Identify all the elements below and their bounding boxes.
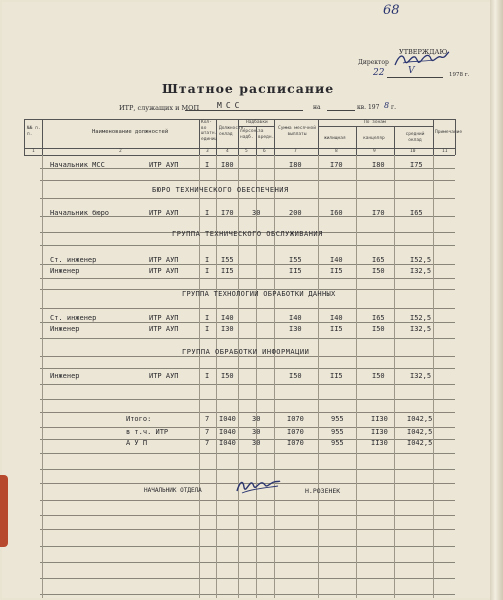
row-total: I30 [289,325,302,333]
totals-zone3: I042,5 [407,415,433,423]
subtitle-prefix: ИТР, служащих и МОП [119,104,200,112]
approval-month: V [408,66,415,76]
row-zone1: II5 [330,372,343,380]
approval-year: 1978 г. [449,72,470,78]
totals-salary: I040 [219,415,236,423]
header-position: Наименование должностей [92,129,169,135]
row-position: Ст. инженер [50,256,97,264]
colnum: 9 [373,149,376,154]
section-heading: ГРУППА ТЕХНОЛОГИИ ОБРАБОТКИ ДАННЫХ [182,290,336,298]
row-category: ИТР АУП [149,209,179,217]
row-zone2: I70 [372,209,385,217]
totals-extra: 30 [252,415,261,423]
header-extra: Надбавки [246,120,268,125]
row-position: Инженер [50,372,80,380]
totals-zone1: 955 [331,415,344,423]
row-position: Инженер [50,267,80,275]
row-total: II5 [289,267,302,275]
row-zone3: I65 [410,209,423,217]
approval-position: Директор [358,59,389,66]
row-zone3: I32,5 [410,325,432,333]
row-zone3: I52,5 [410,256,432,264]
subtitle-period: кв. 197 [357,104,380,111]
row-zone2: I50 [372,267,385,275]
colnum: 2 [119,149,122,154]
totals-zone3: I042,5 [407,439,433,447]
row-salary: I80 [221,161,234,169]
row-position: Начальник бюро [50,209,110,217]
totals-total: I070 [287,439,304,447]
row-category: ИТР АУП [149,314,179,322]
colnum: 11 [442,149,448,154]
colnum: 8 [335,149,338,154]
row-category: ИТР АУП [149,325,179,333]
row-salary: I30 [221,325,234,333]
director-signature [393,49,451,71]
header-zone1: жилищная [324,136,346,141]
row-zone1: I70 [330,161,343,169]
subtitle-org: МСС [217,101,244,110]
row-zone3: I75 [410,161,423,169]
row-count: I [205,314,210,322]
row-count: I [205,161,210,169]
row-count: I [205,325,210,333]
document-title: Штатное расписание [162,81,335,96]
row-extra: 30 [252,209,261,217]
totals-extra: 30 [252,439,261,447]
totals-zone2: II30 [371,415,388,423]
header-count: Кол-во штатн. единиц [201,120,218,142]
colnum: 4 [226,149,229,154]
totals-count: 7 [205,428,210,436]
section-heading: ГРУППА ОБРАБОТКИ ИНФОРМАЦИИ [182,348,310,356]
header-zone3: средний оклад [405,132,425,143]
row-zone3: I52,5 [410,314,432,322]
row-salary: I70 [221,209,234,217]
row-zone1: II5 [330,267,343,275]
totals-zone2: II30 [371,439,388,447]
colnum: 10 [410,149,416,154]
signature-scribble [234,477,282,497]
page-edge [490,0,503,600]
row-zone2: I80 [372,161,385,169]
row-zone2: I65 [372,256,385,264]
subtitle-on: на [313,104,321,111]
section-heading: ГРУППА ТЕХНИЧЕСКОГО ОБСЛУЖИВАНИЯ [172,230,323,238]
document-page [2,2,491,598]
totals-salary: I040 [219,439,236,447]
row-category: ИТР АУП [149,267,179,275]
colnum: 5 [245,149,248,154]
colnum: 7 [294,149,297,154]
row-position: Начальник МСС [50,161,105,169]
totals-count: 7 [205,415,210,423]
header-zone2: канцеляр [363,136,385,141]
row-zone1: I40 [330,256,343,264]
totals-extra: 30 [252,428,261,436]
totals-label: в т.ч. ИТР [126,428,169,436]
header-salary: Должностн. оклад [219,126,247,137]
approval-date-line [387,77,443,78]
row-zone3: I32,5 [410,372,432,380]
totals-zone1: 955 [331,439,344,447]
row-salary: II5 [221,267,234,275]
signature-name: Н.РОЗЕНЕК [305,487,341,495]
totals-total: I070 [287,415,304,423]
row-total: I80 [289,161,302,169]
row-zone1: I40 [330,314,343,322]
row-zone1: II5 [330,325,343,333]
quarter-line [327,110,355,111]
row-total: I50 [289,372,302,380]
binder-clip [0,475,8,547]
header-total: Сумма месячной выплаты [278,126,316,137]
row-count: I [205,209,210,217]
row-count: I [205,267,210,275]
row-zone1: I60 [330,209,343,217]
totals-salary: I040 [219,428,236,436]
row-salary: I55 [221,256,234,264]
row-total: 200 [289,209,302,217]
section-heading: БЮРО ТЕХНИЧЕСКОГО ОБЕСПЕЧЕНИЯ [152,186,289,194]
header-by-zones: По зонам [364,120,386,125]
row-count: I [205,372,210,380]
totals-zone2: II30 [371,428,388,436]
row-zone2: I50 [372,372,385,380]
totals-label: А У П [126,439,148,447]
row-zone2: I50 [372,325,385,333]
signature-label: НАЧАЛЬНИК ОТДЕЛА [144,487,202,494]
totals-total: I070 [287,428,304,436]
totals-count: 7 [205,439,210,447]
approval-day: 22 [373,68,385,78]
row-position: Ст. инженер [50,314,97,322]
colnum: 3 [206,149,209,154]
org-line [185,110,303,111]
page-number: 68 [383,3,400,18]
row-total: I55 [289,256,302,264]
header-extra-a: персон. надб. [240,129,259,140]
row-salary: I50 [221,372,234,380]
subtitle-suffix: г. [391,104,397,111]
header-note: Примечание [435,130,463,135]
colnum: 1 [32,149,35,154]
header-extra-b: за вредн. [258,129,275,140]
row-count: I [205,256,210,264]
totals-label: Итого: [126,415,152,423]
approval-stamp: УТВЕРЖДАЮ [399,48,448,56]
row-salary: I40 [221,314,234,322]
totals-zone3: I042,5 [407,428,433,436]
totals-zone1: 955 [331,428,344,436]
row-category: ИТР АУП [149,372,179,380]
subtitle-year-hw: 8 [384,101,390,110]
row-position: Инженер [50,325,80,333]
row-total: I40 [289,314,302,322]
row-category: ИТР АУП [149,161,179,169]
header-num: №№ п. п. [27,126,41,137]
colnum: 6 [263,149,266,154]
row-zone3: I32,5 [410,267,432,275]
row-category: ИТР АУП [149,256,179,264]
row-zone2: I65 [372,314,385,322]
